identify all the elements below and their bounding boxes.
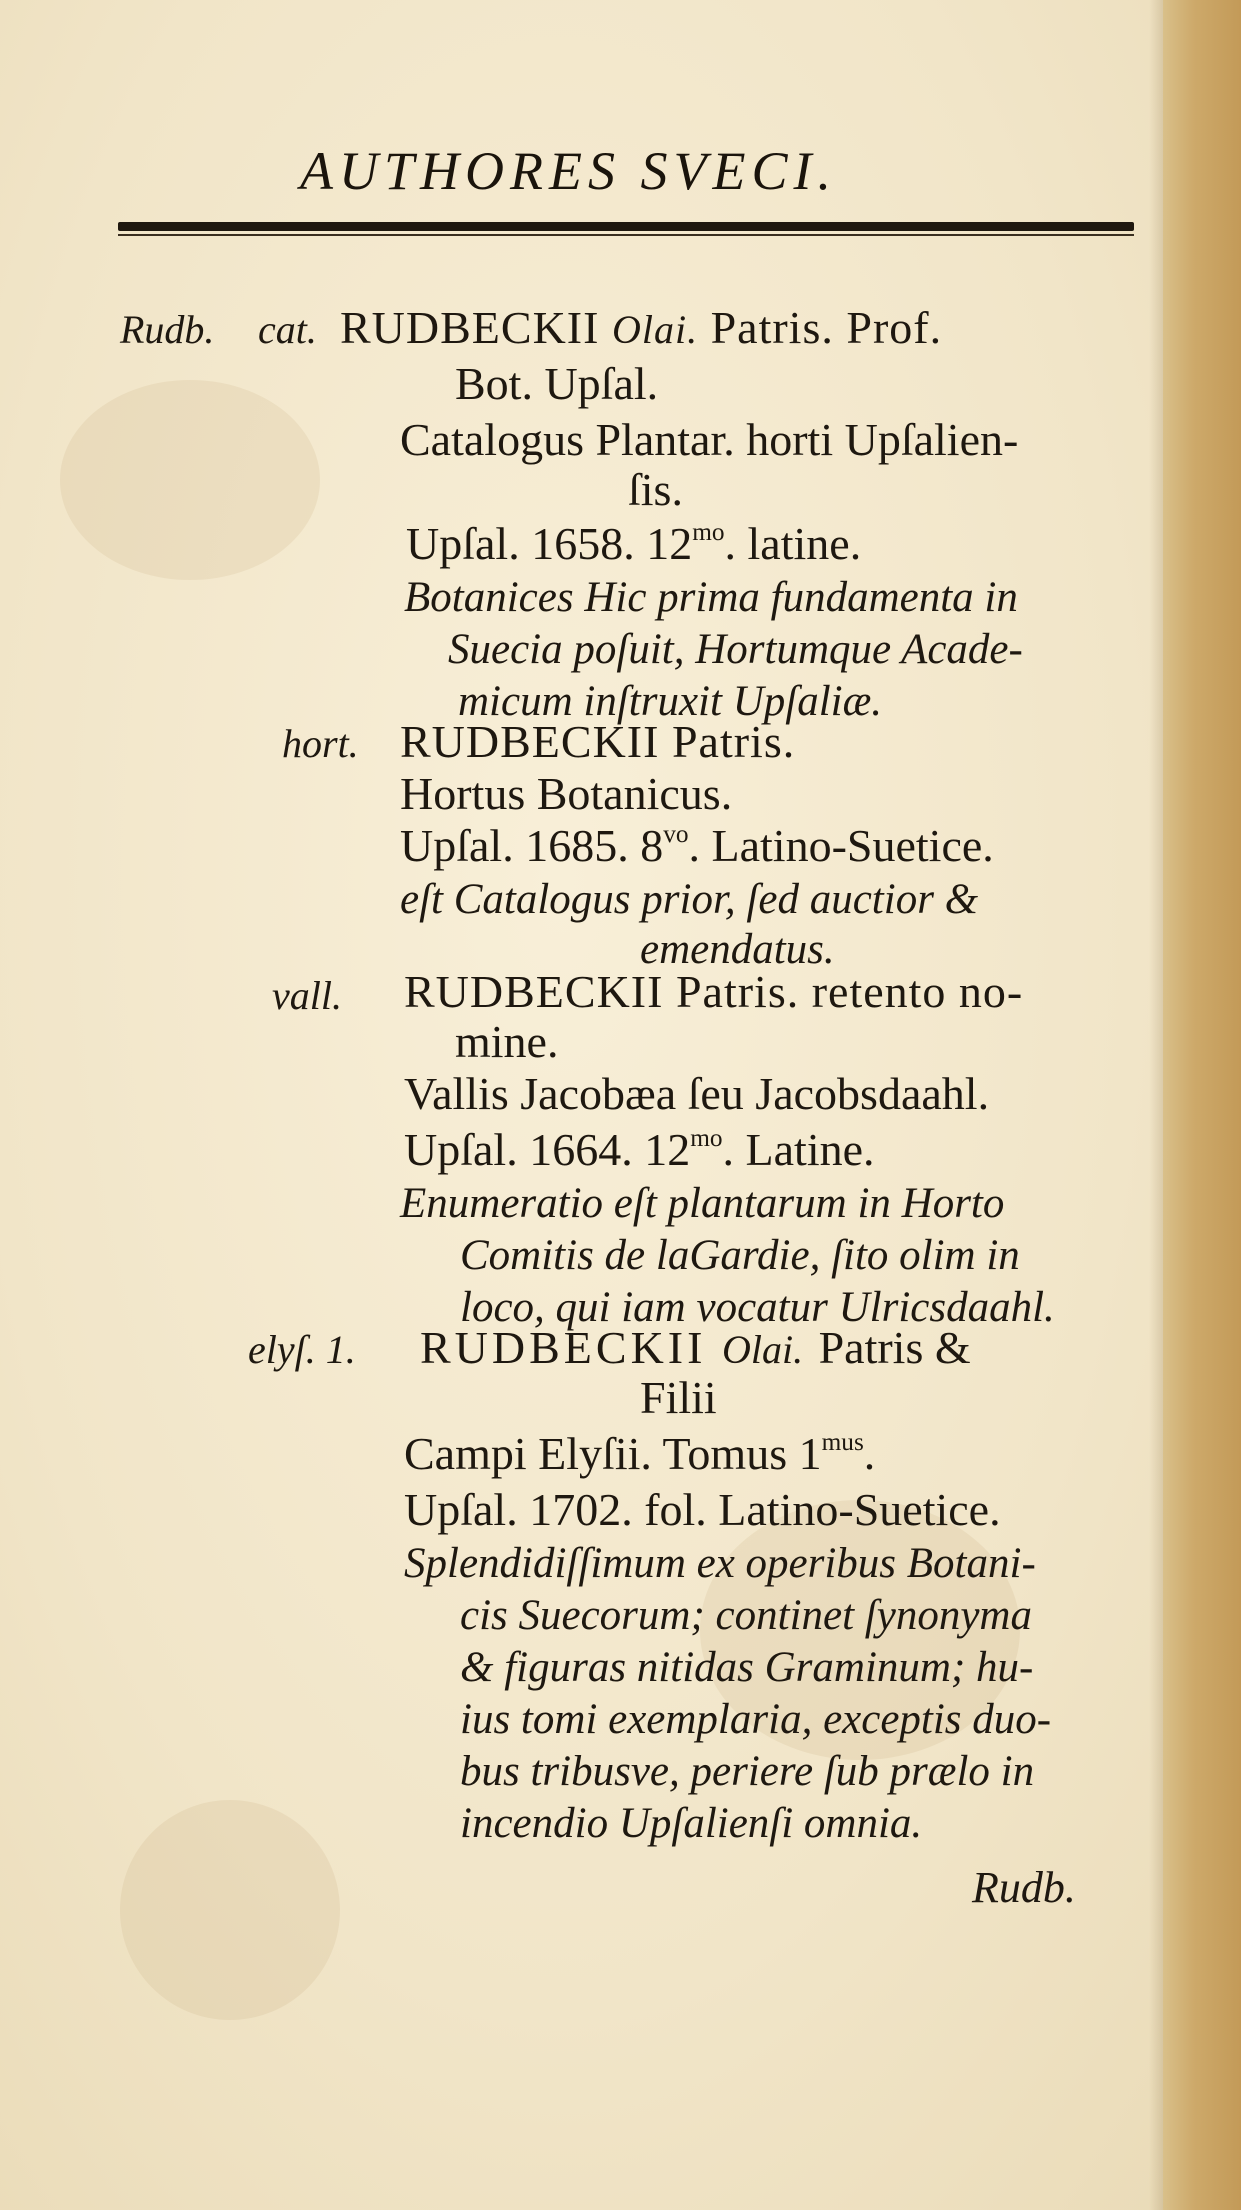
entry-note-line: ius tomi exemplaria, exceptis duo- — [460, 1696, 1052, 1743]
entry-note-line: eſt Catalogus prior, ſed auctior & — [400, 876, 979, 923]
entry-title — [404, 1426, 875, 1482]
entry-imprint — [406, 516, 861, 572]
entry-imprint — [400, 818, 994, 874]
page-gutter-shadow — [1149, 0, 1163, 2210]
entry-title-cont: ſis. — [628, 464, 683, 515]
head-rule-thin — [118, 234, 1134, 236]
entry-author-line: RUDBECKII Patris. retento no- — [404, 966, 1024, 1017]
head-rule — [118, 222, 1134, 231]
imprint-format: vo — [663, 820, 689, 849]
entry-key: elyſ. 1. — [248, 1327, 356, 1372]
author-rest: Patris & — [818, 1322, 971, 1373]
entry-note-line: incendio Upſalienſi omnia. — [460, 1800, 923, 1847]
imprint-text: Upſal. 1664. 12 — [404, 1124, 691, 1175]
entry-note-line: micum inſtruxit Upſaliæ. — [458, 678, 883, 725]
entry-note-line: Splendidiſſimum ex operibus Botani- — [404, 1540, 1036, 1587]
volume-ordinal: mus — [821, 1428, 864, 1457]
author-given: Olai. — [721, 1327, 804, 1372]
running-head: AUTHORES SVECI. — [300, 141, 837, 201]
entry-imprint: Upſal. 1702. fol. Latino-Suetice. — [404, 1484, 1001, 1535]
entry-line: Bot. Upſal. — [455, 358, 659, 409]
title-text: Campi Elyſii. Tomus 1 — [404, 1428, 822, 1479]
entry-key: hort. — [282, 721, 359, 766]
entry-note-line: Suecia poſuit, Hortumque Acade- — [448, 626, 1023, 673]
entry-note-line: loco, qui iam vocatur Ulricsdaahl. — [460, 1284, 1055, 1331]
imprint-lang: . Latino-Suetice. — [688, 820, 994, 871]
entry-title: Catalogus Plantar. horti Upſalien- — [400, 414, 1019, 465]
paper-stain — [60, 380, 320, 580]
entry-author-line — [340, 300, 942, 358]
author-name: RUDBECKII — [340, 302, 600, 353]
author-name: RUDBECKII — [420, 1322, 707, 1373]
entry-title: Vallis Jacobæa ſeu Jacobsdaahl. — [404, 1068, 990, 1119]
page-edge — [1163, 0, 1241, 2210]
imprint-format: mo — [690, 1124, 723, 1153]
entry-author-cont: Filii — [640, 1372, 717, 1423]
entry-author-cont: mine. — [455, 1016, 559, 1067]
entry-key: Rudb. — [120, 307, 215, 352]
paper-stain — [120, 1800, 340, 2020]
catchword: Rudb. — [972, 1863, 1076, 1912]
entry-title: Hortus Botanicus. — [400, 768, 733, 819]
author-given: Olai. — [611, 307, 699, 352]
entry-note-line: Enumeratio eſt plantarum in Horto — [400, 1180, 1005, 1227]
entry-note-line: & figuras nitidas Graminum; hu- — [460, 1644, 1034, 1691]
imprint-lang: . Latine. — [722, 1124, 875, 1175]
entry-author-line: RUDBECKII Patris. — [400, 716, 796, 767]
entry-key: vall. — [272, 973, 342, 1018]
entry-note-line: emendatus. — [640, 926, 835, 973]
entry-note-line: Comitis de laGardie, ſito olim in — [460, 1232, 1020, 1279]
entry-note-line: cis Suecorum; continet ſynonyma — [460, 1592, 1032, 1639]
imprint-format: mo — [692, 518, 725, 547]
imprint-text: Upſal. 1658. 12 — [406, 518, 693, 569]
author-rest: Patris. Prof. — [710, 302, 943, 353]
imprint-lang: . latine. — [724, 518, 862, 569]
entry-note-line: bus tribusve, periere ſub prælo in — [460, 1748, 1035, 1795]
imprint-text: Upſal. 1685. 8 — [400, 820, 664, 871]
entry-subkey: cat. — [258, 307, 317, 352]
title-end: . — [863, 1428, 876, 1479]
entry-imprint — [404, 1122, 875, 1178]
entry-note-line: Botanices Hic prima fundamenta in — [404, 574, 1018, 621]
